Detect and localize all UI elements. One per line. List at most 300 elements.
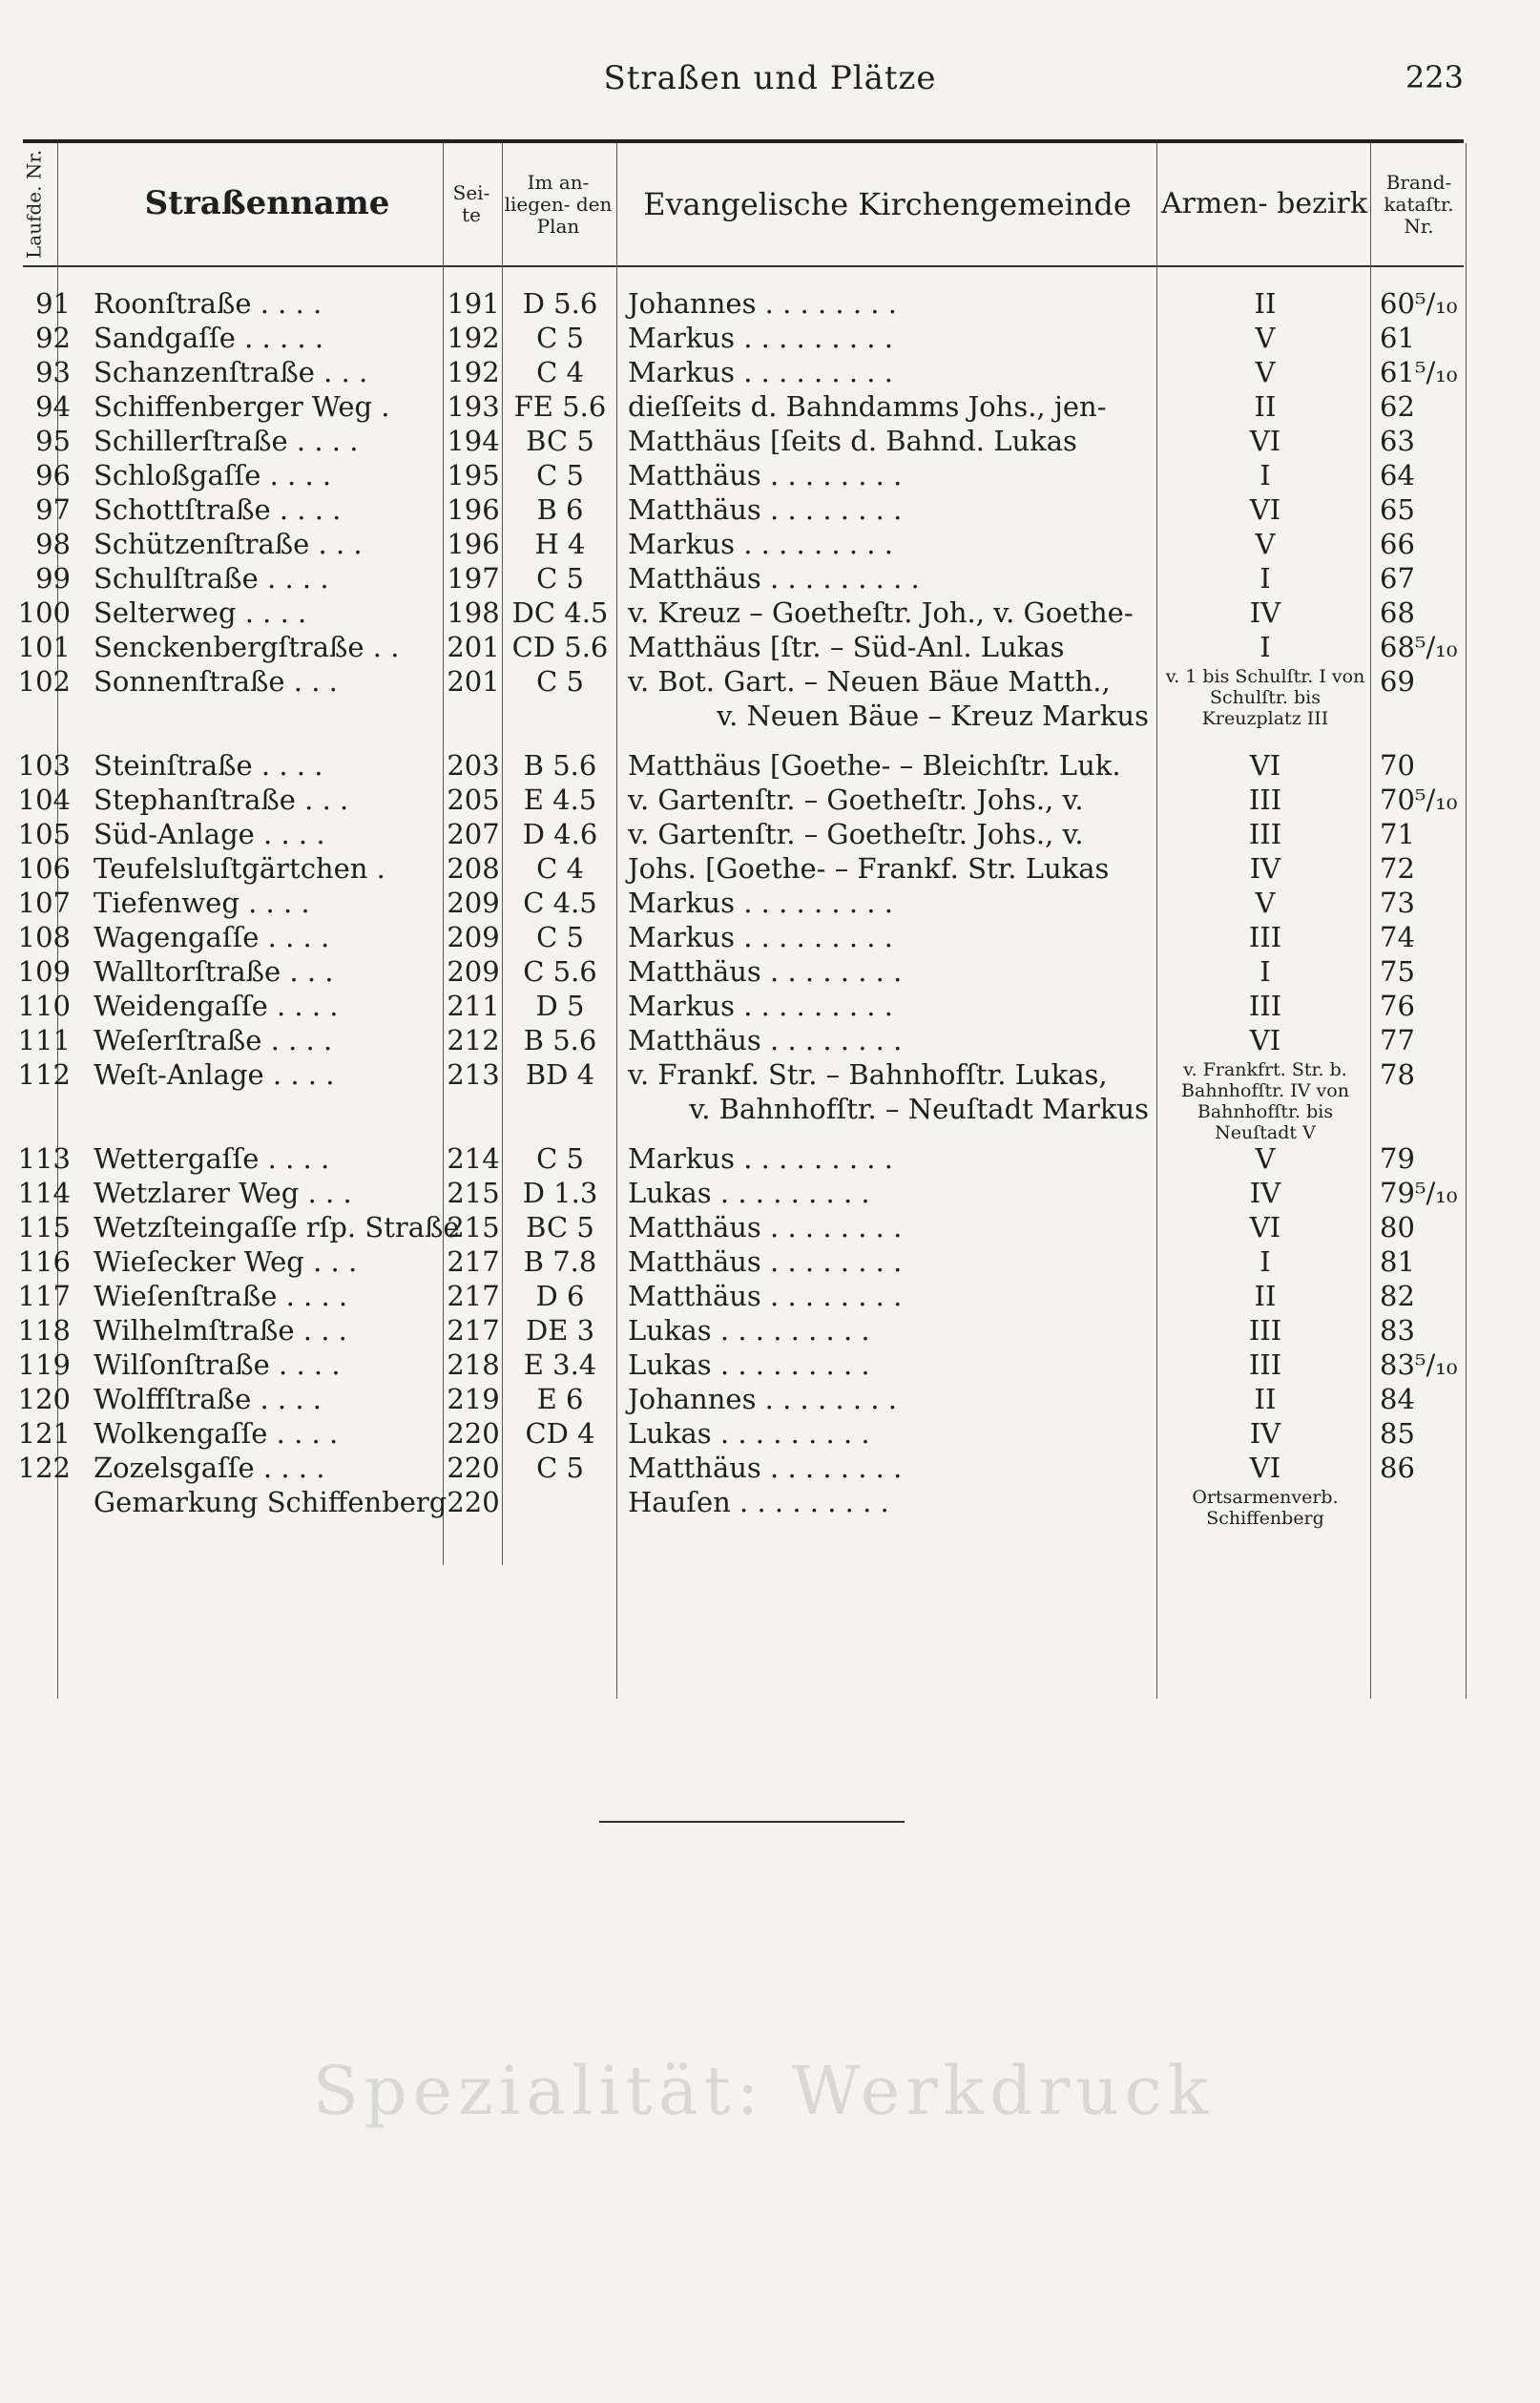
poor-district: III [1248, 818, 1282, 850]
street-name: Teufelsluſtgärtchen . [94, 852, 385, 885]
plan-square: B 5.6 [523, 749, 597, 782]
page-ref: 193 [447, 390, 500, 423]
church-parish [628, 851, 1155, 886]
table-row [0, 424, 1540, 458]
street-name: Sandgaſſe . . . . . [94, 322, 324, 354]
church-line: Hauſen . . . . . . . . . [628, 1486, 889, 1518]
fire-register-nr: 60⁵/₁₀ [1380, 287, 1458, 320]
page-ref: 215 [447, 1211, 500, 1243]
church-line: dieſſeits d. Bahndamms Johs., jen- [628, 390, 1107, 423]
table-row [0, 989, 1540, 1023]
row-number: 93 [35, 356, 71, 388]
table-row [0, 561, 1540, 596]
church-line: Markus . . . . . . . . . [628, 887, 893, 919]
row-number: 101 [17, 631, 71, 663]
page-ref: 220 [447, 1417, 500, 1450]
fire-register-nr: 71 [1380, 818, 1415, 850]
church-parish [628, 1348, 1155, 1382]
fire-register-nr: 83 [1380, 1314, 1415, 1347]
poor-district: VI [1249, 1452, 1281, 1484]
street-name: Schulſtraße . . . . [94, 562, 329, 595]
church-line: Matthäus . . . . . . . . [628, 1452, 903, 1484]
column-header-church: Evangelische Kirchengemeinde [643, 185, 1132, 222]
page-ref: 213 [447, 1058, 500, 1091]
church-parish [628, 886, 1155, 920]
row-number: 104 [17, 784, 71, 816]
column-header-street: Straßenname [144, 184, 390, 223]
street-table [0, 286, 1540, 1569]
page-ref: 201 [447, 631, 500, 663]
page-ref: 217 [447, 1314, 500, 1347]
church-line: Matthäus . . . . . . . . [628, 1280, 903, 1312]
poor-district: V [1255, 528, 1276, 560]
row-number: 115 [17, 1211, 71, 1243]
page-ref: 192 [447, 322, 500, 354]
fire-register-nr: 76 [1380, 990, 1415, 1022]
church-line: Matthäus . . . . . . . . [628, 955, 903, 988]
row-number: 111 [17, 1024, 71, 1056]
row-number: 99 [35, 562, 71, 595]
table-row [0, 1176, 1540, 1210]
poor-district: III [1248, 1314, 1282, 1347]
street-name: Schiffenberger Weg . [94, 390, 390, 423]
table-row [0, 389, 1540, 424]
church-parish [628, 355, 1155, 389]
fire-register-nr: 79⁵/₁₀ [1380, 1177, 1458, 1209]
fire-register-nr: 78 [1380, 1058, 1415, 1091]
plan-square: B 6 [536, 493, 584, 526]
street-name: Schottſtraße . . . . [94, 493, 342, 526]
page-ref: 220 [447, 1486, 500, 1518]
row-number: 97 [35, 493, 71, 526]
table-row [0, 817, 1540, 851]
fire-register-nr: 62 [1380, 390, 1415, 423]
fire-register-nr: 72 [1380, 852, 1415, 885]
plan-square: C 4.5 [523, 887, 597, 919]
church-parish [628, 1023, 1155, 1057]
column-header-nr: Laufde. Nr. [22, 149, 46, 260]
page-number: 223 [1405, 59, 1464, 95]
plan-square: D 5 [535, 990, 585, 1022]
row-number: 100 [17, 596, 71, 629]
church-parish [628, 1416, 1155, 1451]
fire-register-nr: 86 [1380, 1452, 1415, 1484]
church-parish [628, 1451, 1155, 1485]
poor-district: I [1259, 1245, 1271, 1278]
plan-square: DC 4.5 [511, 596, 609, 629]
street-name: Weſt-Anlage . . . . [94, 1058, 335, 1091]
church-parish [628, 1279, 1155, 1313]
table-row [0, 1485, 1540, 1569]
church-line: Markus . . . . . . . . . [628, 322, 893, 354]
table-row [0, 355, 1540, 389]
church-line: v. Gartenſtr. – Goetheſtr. Johs., v. [628, 818, 1084, 850]
table-row [0, 1313, 1540, 1348]
page-ref: 212 [447, 1024, 500, 1056]
fire-register-nr: 79 [1380, 1142, 1415, 1175]
plan-square: C 5 [536, 1452, 584, 1484]
plan-square: C 5 [536, 459, 584, 491]
church-line: Matthäus [ſtr. – Süd-Anl. Lukas [628, 631, 1065, 663]
street-name: Wilhelmſtraße . . . [94, 1314, 347, 1347]
plan-square: D 1.3 [522, 1177, 598, 1209]
church-parish [628, 1210, 1155, 1244]
church-parish [628, 920, 1155, 954]
poor-district: III [1248, 1348, 1282, 1381]
fire-register-nr: 84 [1380, 1383, 1415, 1415]
top-rule [23, 139, 1464, 143]
page-ref: 220 [447, 1452, 500, 1484]
street-name: Zozelsgaſſe . . . . [94, 1452, 325, 1484]
row-number: 119 [17, 1348, 71, 1381]
street-name: Wagengaſſe . . . . [94, 921, 330, 953]
plan-square: B 5.6 [523, 1024, 597, 1056]
street-name: Wieſecker Weg . . . [94, 1245, 358, 1278]
street-name: Sonnenſtraße . . . [94, 665, 338, 698]
church-parish [628, 492, 1155, 527]
row-number: 121 [17, 1417, 71, 1450]
fire-register-nr: 70⁵/₁₀ [1380, 784, 1458, 816]
row-number: 106 [17, 852, 71, 885]
church-parish [628, 630, 1155, 664]
fire-register-nr: 70 [1380, 749, 1415, 782]
church-line: Matthäus . . . . . . . . [628, 1211, 903, 1243]
fire-register-nr: 61⁵/₁₀ [1380, 356, 1458, 388]
row-number: 98 [35, 528, 71, 560]
church-parish [628, 783, 1155, 817]
church-line: Lukas . . . . . . . . . [628, 1177, 870, 1209]
church-line: Markus . . . . . . . . . [628, 1142, 893, 1175]
row-number: 107 [17, 887, 71, 919]
page-ref: 196 [447, 528, 500, 560]
street-name: Wettergaſſe . . . . [94, 1142, 330, 1175]
church-parish [628, 561, 1155, 596]
plan-square: D 6 [535, 1280, 585, 1312]
page-ref: 196 [447, 493, 500, 526]
fire-register-nr: 63 [1380, 425, 1415, 457]
street-name: Süd-Anlage . . . . [94, 818, 325, 850]
column-header-plan: Im an- liegen- den Plan [504, 170, 613, 238]
fire-register-nr: 65 [1380, 493, 1415, 526]
column-header-brand: Brand- kataſtr. Nr. [1384, 170, 1454, 238]
row-number: 109 [17, 955, 71, 988]
plan-square: B 7.8 [523, 1245, 597, 1278]
page-ref: 218 [447, 1348, 500, 1381]
church-parish [628, 748, 1155, 783]
table-row [0, 1382, 1540, 1416]
plan-square: E 3.4 [523, 1348, 597, 1381]
row-number: 92 [35, 322, 71, 354]
poor-district: I [1259, 631, 1271, 663]
poor-district: I [1259, 459, 1271, 491]
plan-square: BC 5 [526, 1211, 594, 1243]
plan-square: E 4.5 [523, 784, 597, 816]
poor-district: VI [1249, 493, 1281, 526]
table-row [0, 1451, 1540, 1485]
church-line: v. Bahnhofſtr. – Neuſtadt Markus [689, 1093, 1149, 1125]
plan-square: H 4 [534, 528, 586, 560]
poor-district: V [1255, 356, 1276, 388]
plan-square: BD 4 [525, 1058, 595, 1091]
poor-district: VI [1249, 1211, 1281, 1243]
church-parish [628, 1244, 1155, 1279]
church-line: v. Frankf. Str. – Bahnhofſtr. Lukas, [628, 1058, 1108, 1091]
column-header-armen: Armen- bezirk [1160, 186, 1368, 220]
church-parish [628, 596, 1155, 630]
church-parish [628, 527, 1155, 561]
plan-square: D 5.6 [522, 287, 598, 320]
table-row [0, 886, 1540, 920]
page-ref: 217 [447, 1245, 500, 1278]
page-ref: 197 [447, 562, 500, 595]
street-name: Schillerſtraße . . . . [94, 425, 359, 457]
row-number: 112 [17, 1058, 71, 1091]
plan-square: C 5 [536, 665, 584, 698]
street-name: Walltorſtraße . . . [94, 955, 334, 988]
street-name: Weſerſtraße . . . . [94, 1024, 333, 1056]
page-ref: 203 [447, 749, 500, 782]
church-parish [628, 424, 1155, 458]
poor-district: VI [1249, 749, 1281, 782]
church-line: Matthäus . . . . . . . . [628, 493, 903, 526]
church-parish [628, 321, 1155, 355]
poor-district: IV [1249, 1177, 1281, 1209]
row-number: 110 [17, 990, 71, 1022]
poor-district: I [1259, 955, 1271, 988]
table-row [0, 954, 1540, 989]
page-ref: 198 [447, 596, 500, 629]
table-row [0, 1244, 1540, 1279]
street-name: Wetzlarer Weg . . . [94, 1177, 352, 1209]
table-row [0, 851, 1540, 886]
fire-register-nr: 66 [1380, 528, 1415, 560]
street-name: Schanzenſtraße . . . [94, 356, 368, 388]
page-ref: 215 [447, 1177, 500, 1209]
church-parish [628, 1176, 1155, 1210]
column-header-seite: Sei- te [452, 181, 490, 226]
poor-district: II [1254, 1383, 1277, 1415]
bleed-through-text: Spezialität: Werkdruck [312, 2052, 1215, 2130]
poor-district: I [1259, 562, 1271, 595]
page-ref: 219 [447, 1383, 500, 1415]
church-line: Markus . . . . . . . . . [628, 528, 893, 560]
church-line: v. Bot. Gart. – Neuen Bäue Matth., [628, 665, 1111, 698]
street-name: Selterweg . . . . [94, 596, 307, 629]
church-parish [628, 817, 1155, 851]
street-name: Weidengaſſe . . . . [94, 990, 339, 1022]
church-parish [628, 286, 1155, 321]
fire-register-nr: 67 [1380, 562, 1415, 595]
church-line: v. Gartenſtr. – Goetheſtr. Johs., v. [628, 784, 1084, 816]
plan-square: C 5 [536, 562, 584, 595]
page-ref: 205 [447, 784, 500, 816]
fire-register-nr: 82 [1380, 1280, 1415, 1312]
church-line: Matthäus . . . . . . . . [628, 1024, 903, 1056]
street-name: Wolkengaſſe . . . . [94, 1417, 339, 1450]
church-parish [628, 458, 1155, 492]
church-line: Matthäus [Goethe- – Bleichſtr. Luk. [628, 749, 1121, 782]
table-row [0, 920, 1540, 954]
fire-register-nr: 61 [1380, 322, 1415, 354]
street-name: Wilſonſtraße . . . . [94, 1348, 341, 1381]
row-number: 116 [17, 1245, 71, 1278]
church-line: Matthäus [ſeits d. Bahnd. Lukas [628, 425, 1077, 457]
fire-register-nr: 77 [1380, 1024, 1415, 1056]
poor-district: II [1254, 1280, 1277, 1312]
table-row [0, 783, 1540, 817]
row-number: 103 [17, 749, 71, 782]
plan-square: C 5 [536, 1142, 584, 1175]
church-parish [628, 1485, 1155, 1519]
church-line: Lukas . . . . . . . . . [628, 1417, 870, 1450]
row-number: 118 [17, 1314, 71, 1347]
plan-square: CD 4 [525, 1417, 595, 1450]
church-parish [628, 1313, 1155, 1348]
church-parish [628, 389, 1155, 424]
row-number: 94 [35, 390, 71, 423]
row-number: 105 [17, 818, 71, 850]
page-ref: 217 [447, 1280, 500, 1312]
row-number: 114 [17, 1177, 71, 1209]
fire-register-nr: 83⁵/₁₀ [1380, 1348, 1458, 1381]
table-row [0, 1057, 1540, 1141]
plan-square: C 5 [536, 322, 584, 354]
church-parish [628, 954, 1155, 989]
street-name: Gemarkung Schiffenberg [94, 1486, 447, 1518]
page-header [0, 55, 1540, 103]
church-line: Markus . . . . . . . . . [628, 990, 893, 1022]
plan-square: C 4 [536, 356, 584, 388]
plan-square: DE 3 [525, 1314, 595, 1347]
table-row [0, 458, 1540, 492]
table-row [0, 630, 1540, 664]
poor-district: IV [1249, 852, 1281, 885]
fire-register-nr: 68⁵/₁₀ [1380, 631, 1458, 663]
table-row [0, 596, 1540, 630]
poor-district: III [1248, 990, 1282, 1022]
table-row [0, 1348, 1540, 1382]
poor-district: II [1254, 287, 1277, 320]
page-ref: 192 [447, 356, 500, 388]
page-ref: 211 [447, 990, 500, 1022]
row-number: 122 [17, 1452, 71, 1484]
street-name: Wetzſteingaſſe rſp. Straße [94, 1211, 460, 1243]
page-ref: 208 [447, 852, 500, 885]
poor-district: VI [1249, 1024, 1281, 1056]
table-row [0, 321, 1540, 355]
footer-rule [599, 1821, 905, 1823]
page-ref: 195 [447, 459, 500, 491]
poor-district: V [1255, 322, 1276, 354]
table-row [0, 527, 1540, 561]
plan-square: C 5 [536, 921, 584, 953]
table-row [0, 748, 1540, 783]
plan-square: E 6 [536, 1383, 584, 1415]
row-number: 102 [17, 665, 71, 698]
table-row [0, 1210, 1540, 1244]
church-line: Markus . . . . . . . . . [628, 921, 893, 953]
church-parish [628, 1382, 1155, 1416]
fire-register-nr: 74 [1380, 921, 1415, 953]
table-row [0, 1416, 1540, 1451]
page-ref: 214 [447, 1142, 500, 1175]
church-line: Lukas . . . . . . . . . [628, 1314, 870, 1347]
church-parish [628, 664, 1155, 733]
poor-district: IV [1249, 1417, 1281, 1450]
plan-square: D 4.6 [522, 818, 598, 850]
poor-district: Ortsarmenverb. Schiffenberg [1192, 1487, 1339, 1529]
poor-district: V [1255, 1142, 1276, 1175]
table-row [0, 1141, 1540, 1176]
page-ref: 191 [447, 287, 500, 320]
row-number: 108 [17, 921, 71, 953]
street-name: Schloßgaſſe . . . . [94, 459, 332, 491]
page-ref: 201 [447, 665, 500, 698]
fire-register-nr: 73 [1380, 887, 1415, 919]
poor-district: IV [1249, 596, 1281, 629]
table-row [0, 1279, 1540, 1313]
row-number: 120 [17, 1383, 71, 1415]
church-line: Matthäus . . . . . . . . [628, 1245, 903, 1278]
fire-register-nr: 85 [1380, 1417, 1415, 1450]
row-number: 113 [17, 1142, 71, 1175]
table-row [0, 1023, 1540, 1057]
page-ref: 209 [447, 955, 500, 988]
church-line: Johannes . . . . . . . . [628, 287, 897, 320]
plan-square: BC 5 [526, 425, 594, 457]
page-ref: 207 [447, 818, 500, 850]
street-name: Stephanſtraße . . . [94, 784, 349, 816]
plan-square: C 5.6 [523, 955, 597, 988]
fire-register-nr: 81 [1380, 1245, 1415, 1278]
poor-district: II [1254, 390, 1277, 423]
fire-register-nr: 75 [1380, 955, 1415, 988]
poor-district: v. 1 bis Schulſtr. I von Schulſtr. bis Kreuzplatz III [1165, 666, 1365, 729]
street-name: Schützenſtraße . . . [94, 528, 363, 560]
poor-district: VI [1249, 425, 1281, 457]
church-parish [628, 989, 1155, 1023]
fire-register-nr: 69 [1380, 665, 1415, 698]
header-rule [23, 265, 1464, 267]
street-name: Tiefenweg . . . . [94, 887, 310, 919]
plan-square: FE 5.6 [513, 390, 607, 423]
church-line: Johannes . . . . . . . . [628, 1383, 897, 1415]
poor-district: v. Frankfrt. Str. b. Bahnhofſtr. IV von Bahnhofſtr. bis Neuſtadt V [1181, 1059, 1349, 1143]
church-line: v. Neuen Bäue – Kreuz Markus [717, 700, 1149, 732]
fire-register-nr: 80 [1380, 1211, 1415, 1243]
church-parish [628, 1057, 1155, 1126]
table-row [0, 664, 1540, 748]
row-number: 91 [35, 287, 71, 320]
church-line: Markus . . . . . . . . . [628, 356, 893, 388]
poor-district: V [1255, 887, 1276, 919]
fire-register-nr: 68 [1380, 596, 1415, 629]
plan-square: CD 5.6 [511, 631, 609, 663]
street-name: Wolffſtraße . . . . [94, 1383, 322, 1415]
poor-district: III [1248, 921, 1282, 953]
page-ref: 209 [447, 887, 500, 919]
running-title: Straßen und Plätze [603, 59, 937, 97]
table-row [0, 286, 1540, 321]
row-number: 96 [35, 459, 71, 491]
church-parish [628, 1141, 1155, 1176]
street-name: Steinſtraße . . . . [94, 749, 323, 782]
church-line: Matthäus . . . . . . . . . [628, 562, 920, 595]
church-line: v. Kreuz – Goetheſtr. Joh., v. Goethe- [628, 596, 1134, 629]
page-ref: 209 [447, 921, 500, 953]
church-line: Johs. [Goethe- – Frankf. Str. Lukas [628, 852, 1110, 885]
row-number: 117 [17, 1280, 71, 1312]
